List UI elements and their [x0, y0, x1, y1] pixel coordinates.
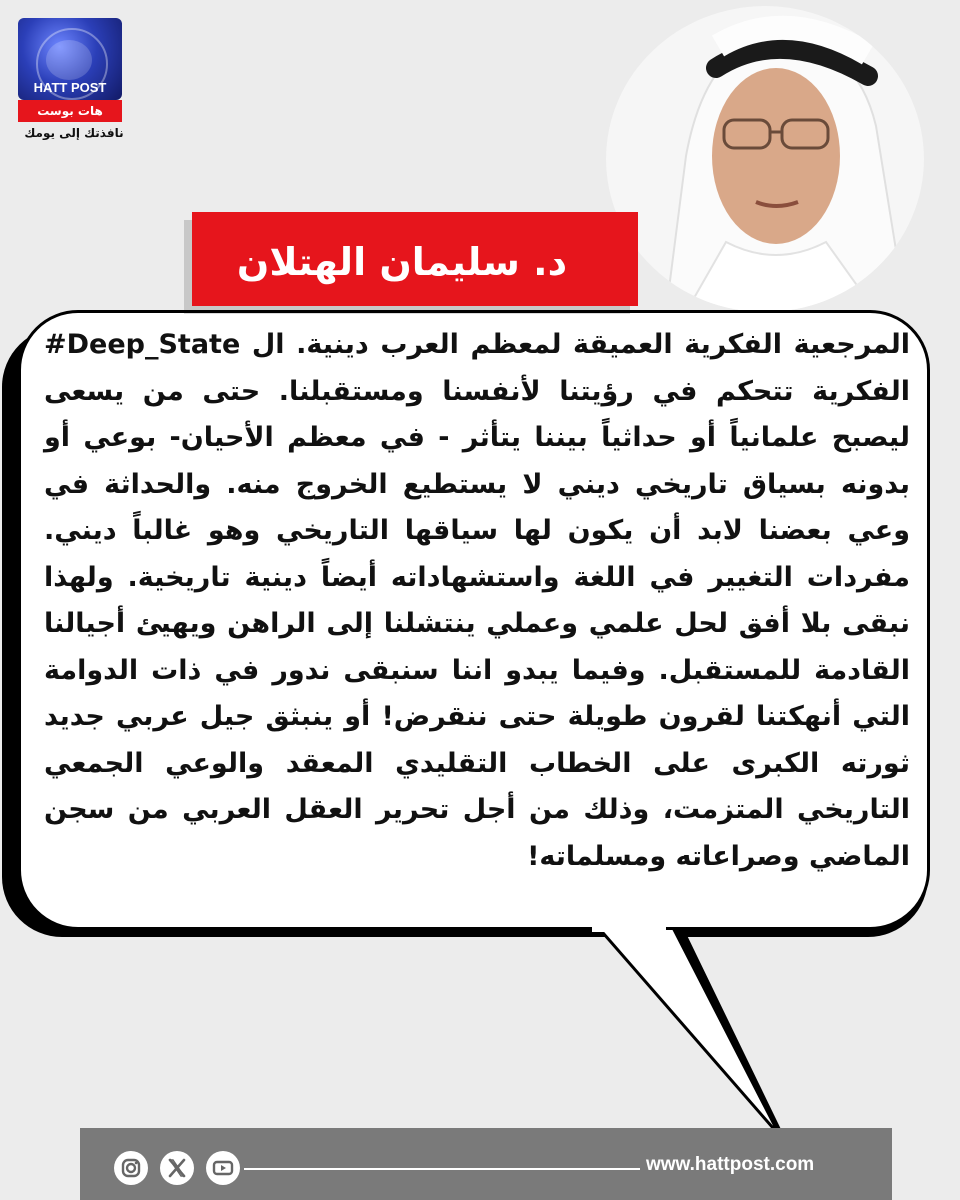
- footer-divider: [244, 1168, 640, 1170]
- x-icon[interactable]: [160, 1151, 194, 1185]
- logo-tagline: نافذتك إلى يومك: [24, 126, 124, 140]
- instagram-icon[interactable]: [114, 1151, 148, 1185]
- logo-brand-en: HATT POST: [33, 80, 107, 95]
- youtube-icon[interactable]: [206, 1151, 240, 1185]
- globe-icon: [18, 18, 122, 100]
- quote-text: المرجعية الفكرية العميقة لمعظم العرب دينية. ال Deep_State# الفكرية تتحكم في رؤيتنا لأنفسنا ومستقبلنا. حتى من يسعى ليصبح علمانياً أو حداثياً بيننا يتأثر - في معظم الأحيان- بوعي أو بدونه بسياق تاريخي ديني لا يستطيع الخروج منه. والحداثة في وعي بعضنا لابد أن يكون لها سياقها التاريخي وهو غالباً ديني. مفردات التغيير في اللغة واستشهاداته أيضاً دينية تاريخية. ولهذا نبقى بلا أفق لحل علمي وعملي ينتشلنا إلى الراهن ويهيئ أجيالنا القادمة للمستقبل. وفيما يبدو اننا سنبقى ندور في ذات الدوامة التي أنهكتنا لقرون طويلة حتى ننقرض! أو ينبثق جيل عربي جديد ثورته الكبرى على الخطاب التقليدي المعقد والوعي الجمعي التاريخي المتزمت، وذلك من أجل تحرير العقل العربي من سجن الماضي وصراعاته ومسلماته!: [44, 329, 910, 872]
- hattpost-logo[interactable]: [18, 18, 130, 140]
- website-link[interactable]: www.hattpost.com: [646, 1154, 815, 1175]
- author-name: د. سليمان الهتلان: [236, 240, 568, 284]
- author-portrait: [606, 6, 924, 312]
- logo-brand-ar: هات بوست: [18, 100, 122, 122]
